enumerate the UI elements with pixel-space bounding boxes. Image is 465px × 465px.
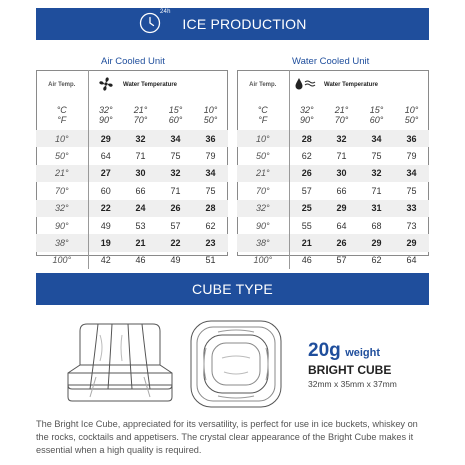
water-temp-header: Water Temperature <box>123 82 178 88</box>
value-cell: 30 <box>123 165 158 182</box>
table-row <box>237 252 429 269</box>
value-cell: 62 <box>205 220 216 231</box>
air-temp-cell: 90° <box>237 217 289 234</box>
value-cell: 46 <box>301 255 312 266</box>
cube-dimensions: 32mm x 35mm x 37mm <box>308 379 397 389</box>
value-cell: 60 <box>100 185 111 196</box>
value-cell: 66 <box>135 185 146 196</box>
value-cell: 75 <box>406 185 417 196</box>
table-row <box>237 182 429 199</box>
air-temp-cell: 50° <box>237 147 289 164</box>
table-row <box>237 234 429 251</box>
value-cell: 49 <box>100 220 111 231</box>
value-cell: 31 <box>359 200 394 217</box>
value-cell: 79 <box>205 151 216 162</box>
value-cell: 49 <box>170 255 181 266</box>
value-cell: 29 <box>88 130 123 147</box>
unit-labels <box>237 100 289 130</box>
cube-side-view-illustration <box>60 321 180 405</box>
value-cell: 75 <box>205 185 216 196</box>
water-cooled-title: Water Cooled Unit <box>292 56 370 67</box>
value-cell: 57 <box>170 220 181 231</box>
value-cell: 21 <box>289 234 324 251</box>
value-cell: 62 <box>371 255 382 266</box>
value-cell: 71 <box>135 151 146 162</box>
value-cell: 34 <box>394 165 429 182</box>
unit-f: °F <box>258 115 268 125</box>
air-temp-cell: 10° <box>237 130 289 147</box>
weight-value: 20g <box>308 340 341 361</box>
cube-description: The Bright Ice Cube, appreciated for its versatility, is perfect for use in ice buckets, whiskey on the rocks, cocktails and appetisers. The crystal clear appearance of the Bright Cube makes it essential when a high quality is required. <box>36 419 418 455</box>
table-row <box>36 165 228 182</box>
value-cell: 71 <box>336 151 347 162</box>
value-cell: 71 <box>371 185 382 196</box>
value-cell: 26 <box>289 165 324 182</box>
value-cell: 75 <box>170 151 181 162</box>
water-temp-col: 21° 70° <box>334 105 349 125</box>
water-temp-col: 10° 50° <box>203 105 218 125</box>
water-temp-header: Water Temperature <box>324 82 379 88</box>
air-temp-cell: 21° <box>237 165 289 182</box>
table-row <box>237 130 429 147</box>
value-cell: 46 <box>135 255 146 266</box>
value-cell: 24 <box>123 200 158 217</box>
air-temp-cell: 70° <box>36 182 88 199</box>
value-cell: 53 <box>135 220 146 231</box>
value-cell: 57 <box>301 185 312 196</box>
air-temp-cell: 50° <box>36 147 88 164</box>
value-cell: 26 <box>158 200 193 217</box>
table-row <box>36 234 228 251</box>
value-cell: 26 <box>324 234 359 251</box>
unit-c: °C <box>56 105 67 115</box>
value-cell: 22 <box>158 234 193 251</box>
value-cell: 51 <box>205 255 216 266</box>
value-cell: 55 <box>301 220 312 231</box>
value-cell: 32 <box>158 165 193 182</box>
air-temp-cell: 70° <box>237 182 289 199</box>
table-row <box>36 217 228 234</box>
unit-labels <box>36 100 88 130</box>
value-cell: 36 <box>394 130 429 147</box>
value-cell: 32 <box>324 130 359 147</box>
value-cell: 71 <box>170 185 181 196</box>
clock-24h-icon <box>139 12 161 34</box>
value-cell: 28 <box>193 200 228 217</box>
value-cell: 79 <box>406 151 417 162</box>
table-row <box>36 147 228 164</box>
table-row <box>36 130 228 147</box>
air-cooled-title: Air Cooled Unit <box>101 56 165 67</box>
air-temp-cell: 100° <box>237 252 289 269</box>
air-temp-cell: 32° <box>36 200 88 217</box>
unit-c: °C <box>257 105 268 115</box>
air-temp-header: Air Temp. <box>237 70 289 100</box>
value-cell: 21 <box>123 234 158 251</box>
air-temp-cell: 10° <box>36 130 88 147</box>
clock-label: 24h <box>160 9 171 15</box>
air-temp-cell: 21° <box>36 165 88 182</box>
ice-production-title: ICE PRODUCTION <box>182 16 307 32</box>
water-cooled-table <box>237 70 429 269</box>
air-temp-cell: 90° <box>36 217 88 234</box>
value-cell: 23 <box>193 234 228 251</box>
water-temp-col: 15° 60° <box>168 105 183 125</box>
value-cell: 29 <box>394 234 429 251</box>
value-cell: 22 <box>88 200 123 217</box>
water-temp-col: 32° 90° <box>98 105 113 125</box>
cube-type-title: CUBE TYPE <box>192 281 273 297</box>
cube-top-view-illustration <box>188 318 284 410</box>
value-cell: 32 <box>359 165 394 182</box>
table-row <box>237 165 429 182</box>
table-row <box>36 200 228 217</box>
air-cooled-table <box>36 70 228 269</box>
value-cell: 64 <box>406 255 417 266</box>
value-cell: 73 <box>406 220 417 231</box>
value-cell: 68 <box>371 220 382 231</box>
value-cell: 57 <box>336 255 347 266</box>
ice-production-banner <box>36 8 429 40</box>
value-cell: 64 <box>336 220 347 231</box>
value-cell: 19 <box>88 234 123 251</box>
value-cell: 29 <box>324 200 359 217</box>
value-cell: 33 <box>394 200 429 217</box>
fan-icon-cell <box>88 70 123 100</box>
value-cell: 34 <box>359 130 394 147</box>
table-row <box>36 252 228 269</box>
weight-unit: weight <box>345 347 381 359</box>
cube-weight <box>308 340 380 362</box>
value-cell: 34 <box>193 165 228 182</box>
value-cell: 62 <box>301 151 312 162</box>
table-row <box>237 147 429 164</box>
air-temp-header: Air Temp. <box>36 70 88 100</box>
value-cell: 27 <box>88 165 123 182</box>
fan-icon <box>97 75 115 93</box>
water-temp-col: 10° 50° <box>404 105 419 125</box>
value-cell: 32 <box>123 130 158 147</box>
value-cell: 36 <box>193 130 228 147</box>
value-cell: 42 <box>100 255 111 266</box>
water-temp-col: 32° 90° <box>299 105 314 125</box>
value-cell: 30 <box>324 165 359 182</box>
value-cell: 28 <box>289 130 324 147</box>
value-cell: 34 <box>158 130 193 147</box>
value-cell: 75 <box>371 151 382 162</box>
water-icon-cell <box>289 70 324 100</box>
unit-f: °F <box>57 115 67 125</box>
table-row <box>237 217 429 234</box>
cube-type-banner <box>36 273 429 305</box>
cube-name: BRIGHT CUBE <box>308 363 392 377</box>
value-cell: 25 <box>289 200 324 217</box>
air-temp-cell: 100° <box>36 252 88 269</box>
air-temp-cell: 38° <box>237 234 289 251</box>
air-temp-cell: 32° <box>237 200 289 217</box>
water-temp-col: 15° 60° <box>369 105 384 125</box>
value-cell: 64 <box>100 151 111 162</box>
table-row <box>36 182 228 199</box>
table-row <box>237 200 429 217</box>
water-temp-col: 21° 70° <box>133 105 148 125</box>
value-cell: 66 <box>336 185 347 196</box>
value-cell: 29 <box>359 234 394 251</box>
water-drop-icon <box>294 77 320 91</box>
air-temp-cell: 38° <box>36 234 88 251</box>
